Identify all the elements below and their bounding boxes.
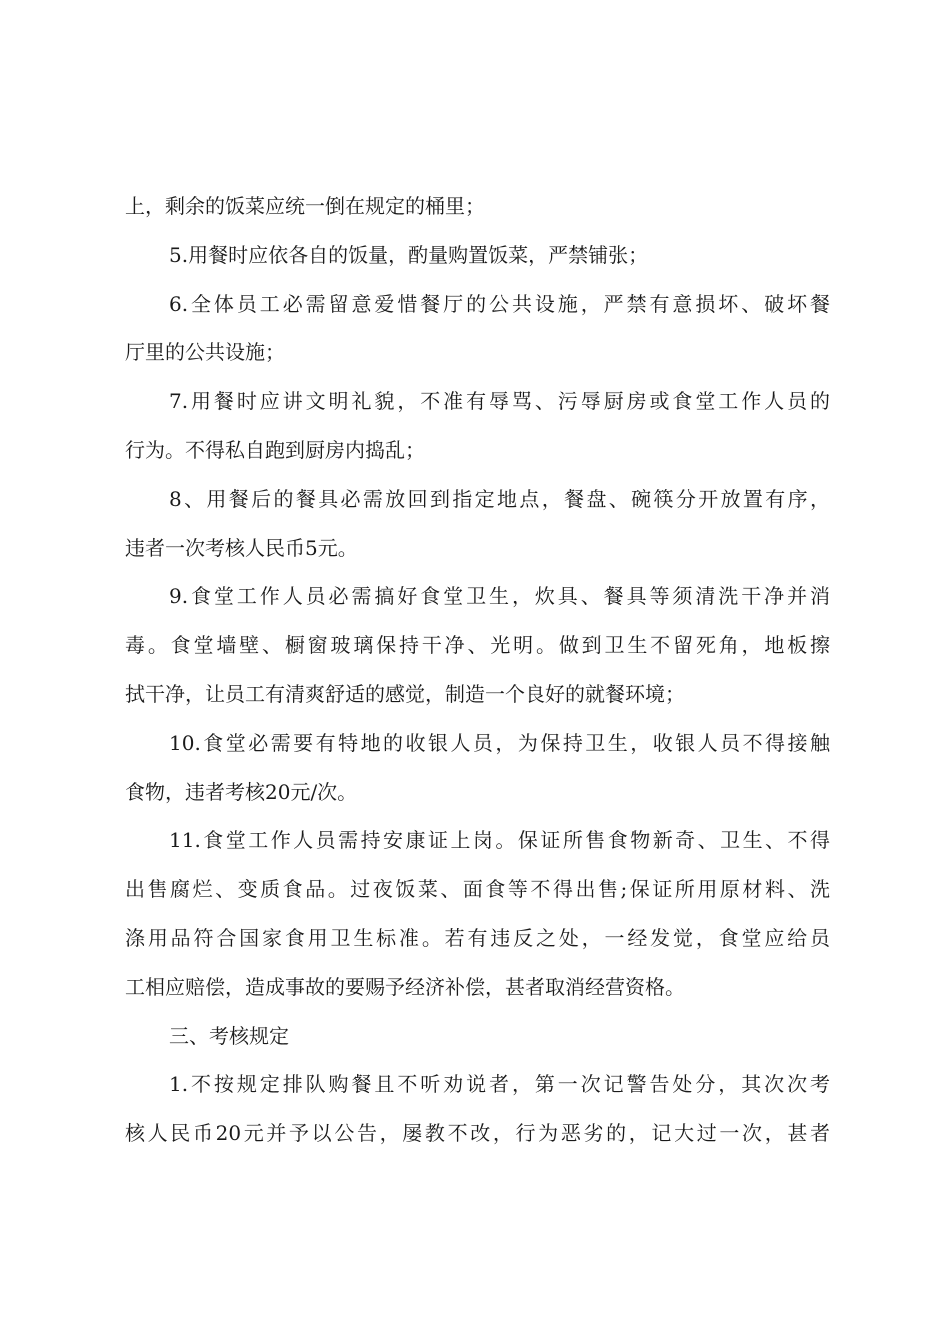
paragraph-line: 违者一次考核人民币5元。 — [125, 535, 358, 560]
paragraph-line: 5.用餐时应依各自的饭量，酌量购置饭菜，严禁铺张； — [169, 242, 649, 267]
paragraph-line: 10.食堂必需要有特地的收银人员，为保持卫生，收银人员不得接触 — [169, 730, 830, 755]
paragraph-line: 厅里的公共设施； — [125, 340, 285, 365]
paragraph-line: 6.全体员工必需留意爱惜餐厅的公共设施，严禁有意损坏、破坏餐 — [169, 291, 830, 316]
paragraph-line: 拭干净，让员工有清爽舒适的感觉，制造一个良好的就餐环境； — [125, 681, 685, 706]
paragraph-line: 毒。食堂墙壁、橱窗玻璃保持干净、光明。做到卫生不留死角，地板擦 — [125, 633, 830, 658]
paragraph-line: 涤用品符合国家食用卫生标准。若有违反之处，一经发觉，食堂应给员 — [125, 925, 830, 950]
paragraph-line: 行为。不得私自跑到厨房内捣乱； — [125, 437, 425, 462]
paragraph-line: 工相应赔偿，造成事故的要赐予经济补偿，甚者取消经营资格。 — [125, 974, 685, 999]
section-heading: 三、考核规定 — [169, 1023, 289, 1048]
paragraph-line: 上，剩余的饭菜应统一倒在规定的桶里； — [125, 194, 485, 218]
paragraph-line: 1.不按规定排队购餐且不听劝说者，第一次记警告处分，其次次考 — [169, 1072, 830, 1097]
paragraph-line: 7.用餐时应讲文明礼貌，不准有辱骂、污辱厨房或食堂工作人员的 — [169, 389, 830, 414]
paragraph-line: 8、用餐后的餐具必需放回到指定地点，餐盘、碗筷分开放置有序， — [169, 486, 830, 511]
paragraph-line: 出售腐烂、变质食品。过夜饭菜、面食等不得出售;保证所用原材料、洗 — [125, 877, 830, 902]
paragraph-line: 9.食堂工作人员必需搞好食堂卫生，炊具、餐具等须清洗干净并消 — [169, 584, 830, 609]
document-body — [125, 182, 830, 1158]
paragraph-line: 11.食堂工作人员需持安康证上岗。保证所售食物新奇、卫生、不得 — [169, 828, 830, 853]
paragraph-line: 核人民币20元并予以公告，屡教不改，行为恶劣的，记大过一次，甚者 — [125, 1121, 830, 1146]
paragraph-line: 食物，违者考核20元/次。 — [125, 779, 358, 804]
